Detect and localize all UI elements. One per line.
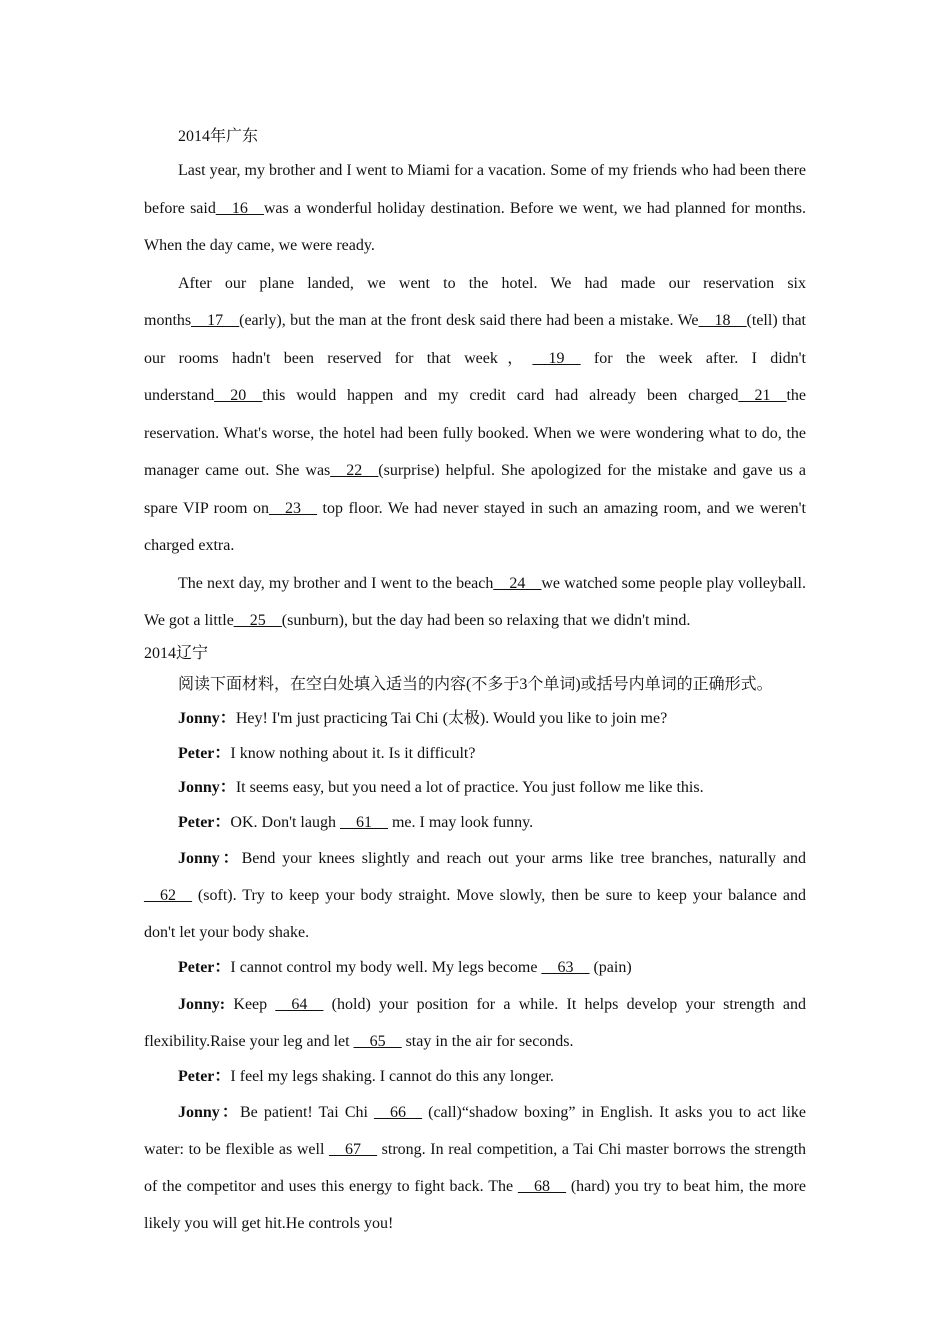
- speaker-name: Jonny：: [178, 1104, 240, 1121]
- speaker-name: Jonny:: [178, 995, 226, 1013]
- text-segment: Bend your knees slightly and reach out your arms like tree branches, naturally and: [241, 850, 806, 867]
- speaker-name: Peter：: [178, 744, 231, 762]
- text-segment: I cannot control my body well. My legs become: [230, 959, 542, 976]
- text-segment: Hey! I'm just practicing Tai Chi (太极). Would you like to join me?: [235, 710, 668, 727]
- dialogue-line: [144, 986, 806, 1060]
- text-segment: OK. Don't laugh: [230, 813, 340, 831]
- blank-61: __61__: [339, 813, 388, 831]
- blank-16: __16__: [215, 199, 264, 217]
- text-segment: (tell) that our rooms hadn't been reserved for that week，: [144, 312, 807, 367]
- dialogue-line: [144, 951, 806, 986]
- dialogue-line: [144, 840, 806, 951]
- text-segment: Be patient! Tai Chi: [239, 1104, 375, 1121]
- text-segment: (early), but the man at the front desk said there had been a mistake. We: [239, 312, 699, 329]
- text-segment: (hold) your position for a while. It helps develop your strength and flexibility.Raise your leg and let: [144, 995, 806, 1050]
- blank-68: __68__: [517, 1178, 566, 1195]
- paragraph-2: [144, 265, 806, 565]
- section-title-liaoning: 2014辽宁: [144, 644, 209, 662]
- blank-66: __66__: [374, 1104, 423, 1121]
- document-content: [144, 122, 806, 1242]
- text-segment: we watched some people play volleyball. We got a little: [144, 574, 806, 629]
- dialogue-line: [144, 771, 806, 806]
- text-segment: I feel my legs shaking. I cannot do this any longer.: [230, 1067, 554, 1085]
- dialogue-line: [144, 702, 806, 737]
- speaker-name: Peter：: [178, 813, 231, 831]
- blank-64: __64__: [275, 995, 324, 1013]
- dialogue-line: [144, 737, 806, 772]
- text-segment: It seems easy, but you need a lot of practice. You just follow me like this.: [235, 779, 704, 796]
- speaker-name: Jonny：: [178, 850, 242, 867]
- blank-24: __24__: [493, 574, 542, 592]
- text-segment: (call)“shadow boxing” in English. It asks you to act like water: to be flexible as well: [144, 1104, 806, 1158]
- text-segment: top floor. We had never stayed in such an amazing room, and we weren't charged extra.: [144, 499, 806, 554]
- text-segment: the reservation. What's worse, the hotel had been fully booked. When we were wondering what to do, the manager came out. She was: [144, 387, 806, 479]
- text-segment: Keep: [225, 995, 276, 1013]
- blank-17: __17__: [191, 312, 240, 329]
- dialogue-line: [144, 1094, 806, 1242]
- blank-20: __20__: [214, 387, 263, 404]
- blank-21: __21__: [738, 387, 787, 404]
- blank-62: __62__: [144, 887, 192, 904]
- text-segment: I know nothing about it. Is it difficult?: [230, 744, 476, 762]
- paragraph-1: [144, 152, 806, 265]
- blank-67: __67__: [329, 1141, 378, 1158]
- text-segment: was a wonderful holiday destination. Before we went, we had planned for months. When the day came, we were ready.: [144, 199, 806, 254]
- speaker-name: Peter：: [178, 959, 231, 976]
- blank-23: __23__: [268, 499, 317, 517]
- speaker-name: Peter：: [178, 1067, 231, 1085]
- blank-18: __18__: [698, 312, 747, 329]
- dialogue-line: [144, 806, 806, 841]
- instruction-text: 阅读下面材料，在空白处填入适当的内容(不多于3个单词)或括号内单词的正确形式。: [178, 675, 773, 693]
- section-title-guangdong: 2014年广东: [178, 128, 259, 145]
- text-segment: The next day, my brother and I went to the beach: [178, 574, 494, 592]
- blank-25: __25__: [233, 612, 282, 629]
- text-segment: Last year, my brother and I went to Miami for a vacation. Some of my friends who had been there before said: [144, 162, 806, 217]
- speaker-name: Jonny：: [178, 779, 236, 796]
- dialogue: [144, 702, 806, 1242]
- text-segment: me. I may look funny.: [387, 813, 534, 831]
- blank-19: __19__: [532, 349, 581, 367]
- paragraph-3: [144, 565, 806, 640]
- text-segment: (soft). Try to keep your body straight. Move slowly, then be sure to keep your balance and don't let your body shake.: [144, 887, 806, 941]
- text-segment: (pain): [589, 959, 632, 976]
- blank-63: __63__: [541, 959, 590, 976]
- text-segment: (hard) you try to beat him, the more likely you will get hit.He controls you!: [144, 1178, 807, 1232]
- text-segment: (surprise) helpful. She apologized for the mistake and gave us a spare VIP room on: [144, 462, 807, 517]
- dialogue-line: [144, 1060, 806, 1095]
- text-segment: strong. In real competition, a Tai Chi master borrows the strength of the competitor and uses this energy to fight back. The: [144, 1141, 807, 1195]
- text-segment: stay in the air for seconds.: [401, 1032, 574, 1050]
- blank-22: __22__: [330, 462, 379, 479]
- text-segment: this would happen and my credit card had already been charged: [262, 387, 739, 404]
- text-segment: (sunburn), but the day had been so relaxing that we didn't mind.: [281, 612, 691, 629]
- text-segment: After our plane landed, we went to the hotel. We had made our reservation six months: [144, 274, 806, 329]
- speaker-name: Jonny：: [178, 710, 236, 727]
- blank-65: __65__: [353, 1032, 402, 1050]
- text-segment: for the week after. I didn't understand: [144, 349, 806, 404]
